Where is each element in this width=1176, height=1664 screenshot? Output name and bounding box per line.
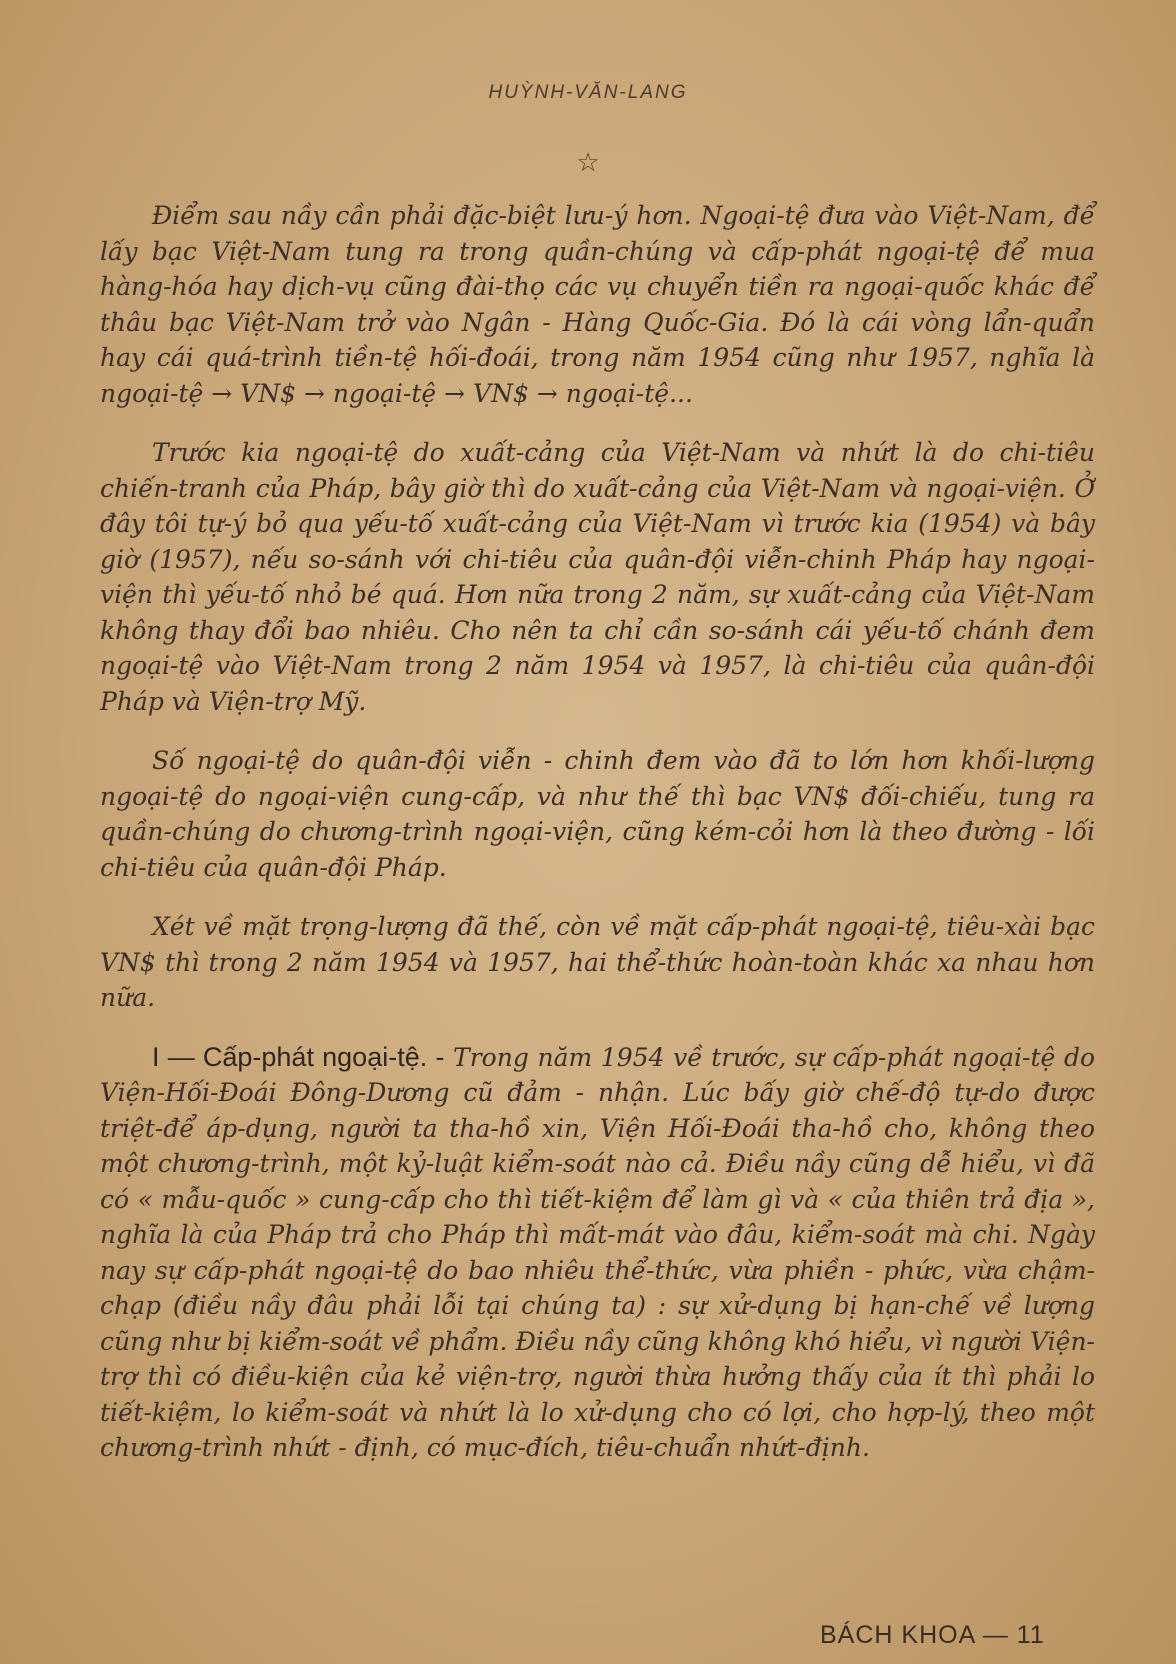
section-heading: I — Cấp-phát ngoại-tệ. - xyxy=(152,1041,445,1072)
paragraph-3: Số ngoại-tệ do quân-đội viễn - chinh đem vào đã to lớn hơn khối-lượng ngoại-tệ do ngoại-viện cung-cấp, và như thế thì bạc VN$ đối-chiếu, tung ra quần-chúng do chương-trình ngoại-viện, cũng kém-cỏi hơn là theo đường - lối chi-tiêu của quân-đội Pháp. xyxy=(100,746,1095,882)
running-header: HUỲNH-VĂN-LANG xyxy=(488,82,688,103)
section-text: Trong năm 1954 về trước, sự cấp-phát ngoại-tệ do Viện-Hối-Đoái Đông-Dương cũ đảm - nhận. Lúc bấy giờ chế-độ tự-do được triệt-để áp-dụng, người ta tha-hồ xin, Viện Hối-Đoái tha-hồ cho, không theo một chương-trình, một kỷ-luật kiểm-soát nào cả. Điều nầy cũng dễ hiểu, vì đã có « mẫu-quốc » cung-cấp cho thì tiết-kiệm để làm gì và « của thiên trả địa », nghĩa là của Pháp trả cho Pháp thì mất-mát vào đâu, kiểm-soát mà chi. Ngày nay sự cấp-phát ngoại-tệ do bao nhiêu thể-thức, vừa phiền - phức, vừa chậm-chạp (điều nầy đâu phải lỗi tại chúng ta) : sự xử-dụng bị hạn-chế về lượng cũng như bị kiểm-soát về phẩm. Điều nầy cũng không khó hiểu, vì người Viện-trợ thì có điều-kiện của kẻ viện-trợ, người thừa hưởng thấy của ít thì phải lo tiết-kiệm, lo kiểm-soát và nhứt là lo xử-dụng cho có lợi, cho hợp-lý, theo một chương-trình nhứt - định, có mục-đích, tiêu-chuẩn nhứt-định. xyxy=(100,1042,1095,1462)
section-paragraph xyxy=(100,1040,1095,1466)
star-ornament-icon: ☆ xyxy=(576,148,600,178)
article-body xyxy=(100,198,1095,1490)
paragraph-1: Điểm sau nầy cần phải đặc-biệt lưu-ý hơn. Ngoại-tệ đưa vào Việt-Nam, để lấy bạc Việt-Nam tung ra trong quần-chúng và cấp-phát ngoại-tệ để mua hàng-hóa hay dịch-vụ cũng đài-thọ các vụ chuyển tiền ra ngoại-quốc khác để thâu bạc Việt-Nam trở vào Ngân - Hàng Quốc-Gia. Đó là cái vòng lẩn-quẩn hay cái quá-trình tiền-tệ hối-đoái, trong năm 1954 cũng như 1957, nghĩa là ngoại-tệ → VN$ → ngoại-tệ → VN$ → ngoại-tệ... xyxy=(100,201,1095,408)
paragraph-2: Trước kia ngoại-tệ do xuất-cảng của Việt-Nam và nhứt là do chi-tiêu chiến-tranh của Pháp, bây giờ thì do xuất-cảng của Việt-Nam và ngoại-viện. Ở đây tôi tự-ý bỏ qua yếu-tố xuất-cảng của Việt-Nam vì trước kia (1954) và bây giờ (1957), nếu so-sánh với chi-tiêu của quân-đội viễn-chinh Pháp hay ngoại-viện thì yếu-tố nhỏ bé quá. Hơn nữa trong 2 năm, sự xuất-cảng của Việt-Nam không thay đổi bao nhiêu. Cho nên ta chỉ cần so-sánh cái yếu-tố chánh đem ngoại-tệ vào Việt-Nam trong 2 năm 1954 và 1957, là chi-tiêu của quân-đội Pháp và Viện-trợ Mỹ. xyxy=(100,438,1095,716)
paragraph-4: Xét về mặt trọng-lượng đã thế, còn về mặt cấp-phát ngoại-tệ, tiêu-xài bạc VN$ thì trong 2 năm 1954 và 1957, hai thể-thức hoàn-toàn khác xa nhau hơn nữa. xyxy=(100,912,1095,1012)
page-footer: BÁCH KHOA — 11 xyxy=(820,1621,1045,1649)
